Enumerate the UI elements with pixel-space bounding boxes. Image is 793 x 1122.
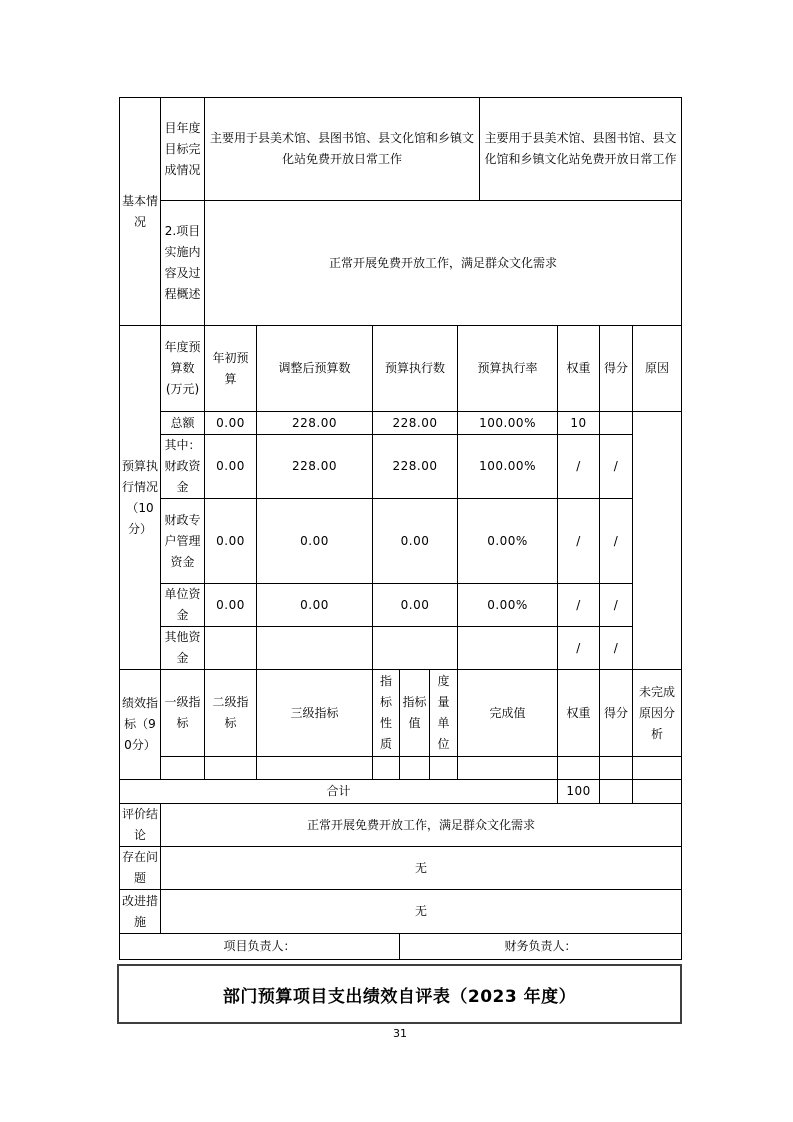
budget-header-annual: 年度预算数(万元): [161, 326, 205, 412]
budget-initial-cell: 0.00: [205, 412, 257, 435]
total-row: [120, 780, 682, 804]
performance-header-row: [120, 670, 682, 757]
budget-rate-cell: 100.00%: [458, 412, 558, 435]
goal-row-label: 目年度目标完成情况: [161, 98, 205, 201]
basic-implementation-row: [120, 201, 682, 326]
perf-score-cell: [600, 757, 633, 780]
implementation-content-cell: 正常开展免费开放工作，满足群众文化需求: [205, 201, 682, 326]
budget-adjusted-cell: 0.00: [257, 584, 373, 627]
budget-row-label: 财政专户管理资金: [161, 499, 205, 584]
budget-score-cell: /: [600, 435, 633, 499]
budget-rate-cell: 0.00%: [458, 584, 558, 627]
budget-header-score: 得分: [600, 326, 633, 412]
perf-header-level1: 一级指标: [161, 670, 205, 757]
basic-goal-row: [120, 98, 682, 201]
budget-adjusted-cell: 0.00: [257, 499, 373, 584]
budget-initial-cell: 0.00: [205, 435, 257, 499]
budget-row-fiscal: [120, 435, 682, 499]
budget-header-initial: 年初预算: [205, 326, 257, 412]
total-score-cell: [600, 780, 633, 804]
budget-header-row: [120, 326, 682, 412]
budget-row-special-account: [120, 499, 682, 584]
total-label-cell: 合计: [120, 780, 558, 804]
perf-level3-cell: [257, 757, 373, 780]
budget-weight-cell: /: [558, 584, 600, 627]
budget-initial-cell: [205, 627, 257, 670]
performance-section-label: 绩效指标（90分）: [120, 670, 161, 780]
budget-header-weight: 权重: [558, 326, 600, 412]
budget-score-cell: /: [600, 627, 633, 670]
budget-adjusted-cell: 228.00: [257, 435, 373, 499]
conclusion-row: [120, 804, 682, 847]
next-table-title-box: [117, 964, 682, 1024]
budget-row-label: 总额: [161, 412, 205, 435]
performance-empty-row: [120, 757, 682, 780]
budget-score-cell: /: [600, 584, 633, 627]
budget-adjusted-cell: 228.00: [257, 412, 373, 435]
budget-weight-cell: 10: [558, 412, 600, 435]
budget-row-label: 其他资金: [161, 627, 205, 670]
budget-header-rate: 预算执行率: [458, 326, 558, 412]
perf-reason-cell: [633, 757, 682, 780]
self-evaluation-table: [119, 97, 682, 960]
budget-weight-cell: /: [558, 499, 600, 584]
problems-row: [120, 847, 682, 890]
budget-header-executed: 预算执行数: [373, 326, 458, 412]
budget-header-reason: 原因: [633, 326, 682, 412]
budget-weight-cell: /: [558, 627, 600, 670]
budget-row-total: [120, 412, 682, 435]
budget-row-label: 单位资金: [161, 584, 205, 627]
total-reason-cell: [633, 780, 682, 804]
budget-rate-cell: 0.00%: [458, 499, 558, 584]
perf-nature-cell: [373, 757, 400, 780]
perf-header-reason: 未完成原因分析: [633, 670, 682, 757]
conclusion-content: 正常开展免费开放工作，满足群众文化需求: [161, 804, 682, 847]
total-weight-cell: 100: [558, 780, 600, 804]
problems-label: 存在问题: [120, 847, 161, 890]
perf-header-weight: 权重: [558, 670, 600, 757]
budget-row-label: 其中：财政资金: [161, 435, 205, 499]
budget-score-cell: [600, 412, 633, 435]
budget-executed-cell: 228.00: [373, 412, 458, 435]
budget-rate-cell: 100.00%: [458, 435, 558, 499]
budget-rate-cell: [458, 627, 558, 670]
annual-goal-cell: 主要用于县美术馆、县图书馆、县文化馆和乡镇文化站免费开放日常工作: [205, 98, 480, 201]
budget-executed-cell: 228.00: [373, 435, 458, 499]
basic-section-label: 基本情况: [120, 98, 161, 326]
perf-header-score: 得分: [600, 670, 633, 757]
perf-header-level3: 三级指标: [257, 670, 373, 757]
finance-manager-signature: 财务负责人：: [400, 934, 682, 960]
budget-row-other-funds: [120, 627, 682, 670]
implementation-row-label: 2.项目实施内容及过程概述: [161, 201, 205, 326]
budget-header-adjusted: 调整后预算数: [257, 326, 373, 412]
perf-target-cell: [400, 757, 430, 780]
perf-header-level2: 二级指标: [205, 670, 257, 757]
budget-score-cell: /: [600, 499, 633, 584]
page-number: 31: [393, 1027, 407, 1040]
perf-level1-cell: [161, 757, 205, 780]
improvements-content: 无: [161, 890, 682, 934]
budget-row-unit-funds: [120, 584, 682, 627]
perf-header-unit: 度量单位: [430, 670, 458, 757]
perf-header-target: 指标值: [400, 670, 430, 757]
perf-unit-cell: [430, 757, 458, 780]
perf-level2-cell: [205, 757, 257, 780]
budget-adjusted-cell: [257, 627, 373, 670]
perf-completed-cell: [458, 757, 558, 780]
budget-executed-cell: [373, 627, 458, 670]
perf-header-completed: 完成值: [458, 670, 558, 757]
goal-completion-cell: 主要用于县美术馆、县图书馆、县文化馆和乡镇文化站免费开放日常工作: [480, 98, 682, 201]
budget-weight-cell: /: [558, 435, 600, 499]
conclusion-label: 评价结论: [120, 804, 161, 847]
budget-initial-cell: 0.00: [205, 584, 257, 627]
improvements-row: [120, 890, 682, 934]
problems-content: 无: [161, 847, 682, 890]
budget-executed-cell: 0.00: [373, 584, 458, 627]
perf-header-nature: 指标性质: [373, 670, 400, 757]
project-manager-signature: 项目负责人：: [120, 934, 400, 960]
next-table-title: 部门预算项目支出绩效自评表（2023 年度）: [222, 986, 577, 1007]
budget-executed-cell: 0.00: [373, 499, 458, 584]
budget-initial-cell: 0.00: [205, 499, 257, 584]
signature-row: [120, 934, 682, 960]
perf-weight-cell: [558, 757, 600, 780]
budget-reason-cell: [633, 412, 682, 670]
budget-section-label: 预算执行情况（10分）: [120, 326, 161, 670]
improvements-label: 改进措施: [120, 890, 161, 934]
